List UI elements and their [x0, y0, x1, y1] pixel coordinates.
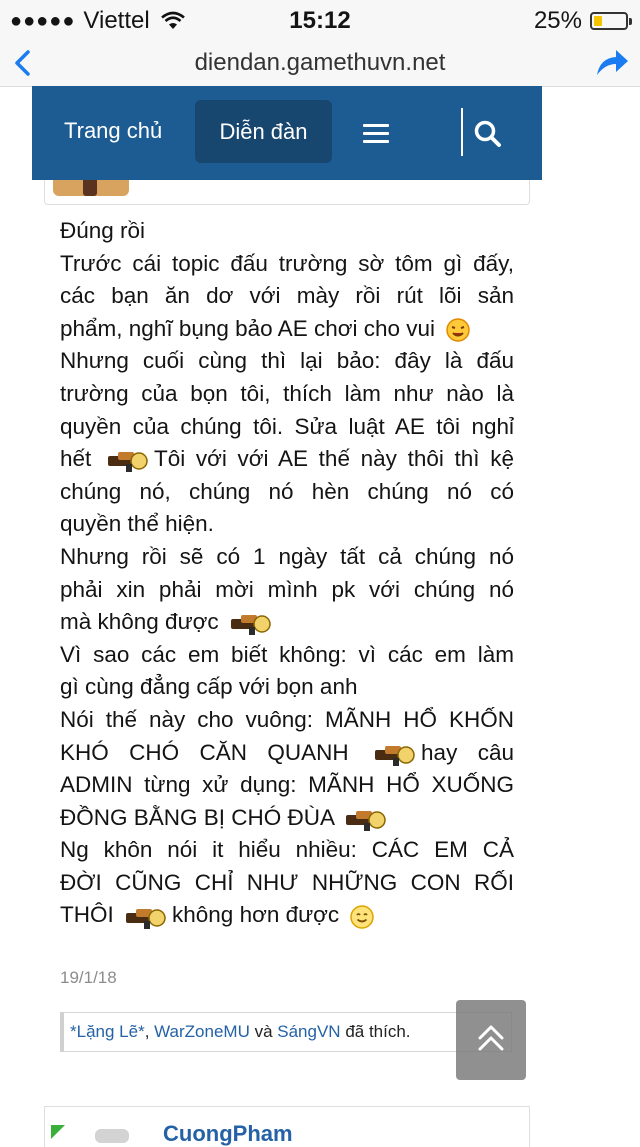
- smiley-icon: [445, 317, 471, 343]
- post-line: [60, 443, 514, 476]
- post-author-link[interactable]: CuongPham: [163, 1121, 293, 1146]
- post-line: [60, 313, 514, 346]
- battery-icon: [590, 12, 628, 30]
- post-line: các bạn ăn dơ với mày rồi rút lõi sản: [60, 283, 514, 309]
- scroll-to-top-button[interactable]: [456, 1000, 526, 1080]
- post-text: THÔI: [60, 902, 114, 928]
- gun-emoji-icon: [106, 447, 150, 473]
- scroll-to-top-icon: [456, 1000, 526, 1080]
- post-line: Vì sao các em biết không: vì các em làm: [60, 641, 514, 667]
- post-line: [60, 802, 514, 835]
- search-icon[interactable]: [472, 118, 504, 150]
- status-indicator: [51, 1125, 65, 1139]
- post-content: [60, 215, 514, 932]
- url-text[interactable]: diendan.gamethuvn.net: [194, 49, 446, 76]
- smiley-icon: [349, 904, 375, 930]
- post-text: mà không được: [60, 609, 219, 635]
- post-text: Tôi với với AE thế này thôi thì kệ: [153, 446, 514, 472]
- post-line: Nhưng rồi sẽ có 1 ngày tất cả chúng nó: [60, 543, 514, 569]
- share-icon[interactable]: [594, 45, 630, 81]
- post-line: ĐỜI CŨNG CHỈ NHƯ NHỮNG CON RỐI: [60, 869, 514, 895]
- like-user-link[interactable]: WarZoneMU: [154, 1022, 250, 1041]
- like-user-link[interactable]: SángVN: [277, 1022, 341, 1041]
- nav-forum[interactable]: Diễn đàn: [195, 100, 332, 163]
- post-text: không hơn được: [172, 902, 340, 928]
- post-line: [60, 737, 514, 770]
- nav-divider: [461, 108, 463, 156]
- carrier-name: Viettel: [83, 7, 150, 34]
- battery-percent: 25%: [533, 7, 582, 34]
- post-line: quyền của chúng tôi. Sửa luật AE tôi nghỉ: [60, 413, 514, 439]
- nav-home[interactable]: Trang chủ: [64, 118, 163, 143]
- next-post-card: [44, 1106, 530, 1147]
- forum-navbar: [32, 86, 542, 180]
- likes-summary: [60, 1012, 512, 1052]
- post-line: trường của bọn tôi, thích làm như nào là: [60, 380, 514, 406]
- likes-conjunction: và: [249, 1022, 278, 1041]
- gun-emoji-icon: [229, 610, 273, 636]
- gun-emoji-icon: [344, 806, 388, 832]
- post-line: Nhưng cuối cùng thì lại bảo: đây là đấu: [60, 348, 514, 374]
- gun-emoji-icon: [373, 741, 417, 767]
- post-text: phẩm, nghĩ bụng bảo AE chơi cho vui: [60, 315, 436, 341]
- post-line: Ng khôn nói it hiểu nhiều: CÁC EM CẢ: [60, 837, 514, 863]
- post-line: [60, 606, 514, 639]
- post-line: quyền thể hiện.: [60, 511, 214, 537]
- post-line: chúng nó, chúng nó hèn chúng nó có: [60, 478, 514, 504]
- post-line: phải xin phải mời mình pk với chúng nó: [60, 576, 514, 602]
- post-date[interactable]: 19/1/18: [60, 968, 117, 987]
- gun-emoji-icon: [124, 904, 168, 930]
- post-line: gì cùng đẳng cấp với bọn anh: [60, 674, 358, 700]
- post-line: Đúng rồi: [60, 218, 146, 243]
- post-line: Nói thế này cho vuông: MÃNH HỔ KHỐN: [60, 706, 514, 732]
- post-text: hết: [60, 446, 92, 472]
- post-text: hay câu: [421, 739, 514, 765]
- avatar[interactable]: [95, 1129, 129, 1143]
- clock: 15:12: [289, 7, 351, 34]
- likes-suffix: đã thích.: [340, 1022, 411, 1041]
- signal-indicator: ●●●●●: [10, 9, 76, 32]
- status-bar: [0, 0, 640, 40]
- post-text: KHÓ CHÓ CĂN QUANH: [60, 739, 349, 765]
- browser-url-bar: [0, 40, 640, 87]
- post-line: [60, 899, 514, 932]
- like-user-link[interactable]: *Lặng Lẽ*: [70, 1022, 145, 1041]
- post-line: Trước cái topic đấu trường sờ tôm gì đấy,: [60, 250, 514, 276]
- menu-icon[interactable]: [363, 124, 389, 142]
- post-text: ĐỒNG BẰNG BỊ CHÓ ĐÙA: [60, 804, 334, 830]
- post-line: ADMIN từng xử dụng: MÃNH HỔ XUỐNG: [60, 772, 514, 798]
- likes-separator: ,: [144, 1022, 155, 1041]
